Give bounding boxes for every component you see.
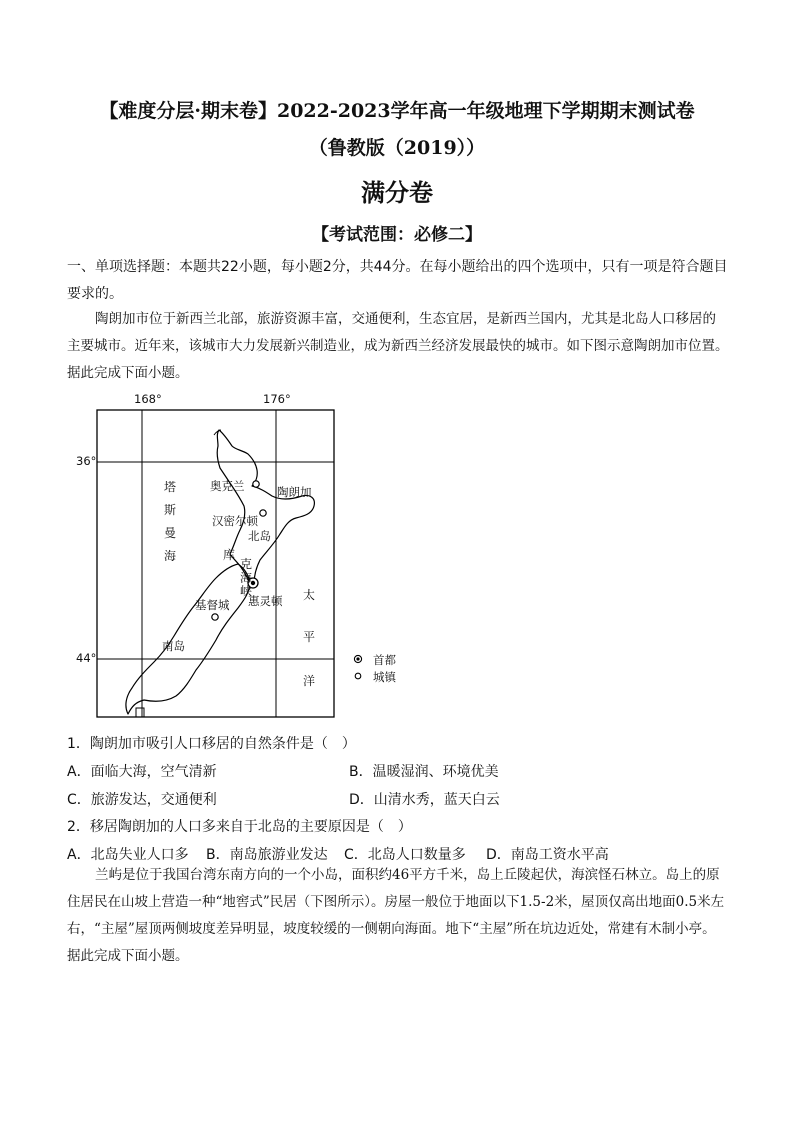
exam-scope: 【考试范围：必修二】 [312,225,482,245]
question-1-stem: 1．陶朗加市吸引人口移居的自然条件是（ ） [67,736,356,752]
north-island-label: 北岛 [248,529,271,543]
cook-strait-char: 库 [223,548,236,562]
legend-town-label: 城镇 [373,670,396,684]
christchurch-label: 基督城 [195,598,230,612]
lat-label-36: 36° [76,454,97,468]
hamilton-label: 汉密尔顿 [212,514,258,528]
question-2-option-d: D．南岛工资水平高 [486,847,609,863]
pacific-char: 平 [303,630,316,644]
legend-capital-label: 首都 [373,653,396,667]
tasman-sea-char: 曼 [164,526,177,540]
south-island-label: 南岛 [162,639,185,653]
exam-edition: （鲁教版（2019）） [308,137,486,159]
auckland-marker [253,481,259,487]
question-1-option-b: B．温暖湿润、环境优美 [349,764,499,780]
passage-tauranga: 陶朗加市位于新西兰北部，旅游资源丰富，交通便利，生态宜居，是新西兰国内，尤其是北岛人口移居的主要城市。近年来，该城市大力发展新兴制造业，成为新西兰经济发展最快的城市。如下图示意陶朗加市位置。据此完成下面小题。 [67,311,729,381]
exam-level: 满分卷 [361,178,433,207]
lon-label-168: 168° [134,392,162,406]
hamilton-marker [260,510,266,516]
cook-strait-char: 峡 [240,584,253,598]
wellington-label: 惠灵顿 [248,594,283,608]
pacific-char: 洋 [303,674,316,688]
passage-lanyu: 兰屿是位于我国台湾东南方向的一个小岛，面积约46平方千米，岛上丘陵起伏，海滨怪石林立。岛上的原住居民在山坡上营造一种“地窖式”民居（下图所示）。房屋一般位于地面以下1.5-2米，屋顶仅高出地面0.5米左右，“主屋”屋顶两侧坡度差异明显，坡度较缓的一侧朝向海面。地下“主屋”所在坑边近处，常建有木制小亭。据此完成下面小题。 [67,867,725,964]
pacific-char: 太 [303,588,316,602]
south-island-outline [126,564,253,714]
question-1-option-a: A．面临大海，空气清新 [67,764,217,780]
tasman-sea-char: 塔 [164,480,177,494]
tasman-sea-char: 斯 [164,503,177,517]
question-2-option-a: A．北岛失业人口多 [67,847,189,863]
lon-label-176: 176° [263,392,291,406]
question-2-stem: 2．移居陶朗加的人口多来自于北岛的主要原因是（ ） [67,819,412,835]
tauranga-label: 陶朗加 [277,485,312,499]
christchurch-marker [212,614,218,620]
lat-label-44: 44° [76,651,97,665]
question-1-option-d: D．山清水秀，蓝天白云 [349,792,500,808]
cook-strait-char: 克 [240,557,253,571]
auckland-label: 奥克兰 [210,479,245,493]
exam-title: 【难度分层·期末卷】2022-2023学年高一年级地理下学期期末测试卷 [99,100,695,122]
tasman-sea-char: 海 [164,549,177,563]
section-instructions: 一、单项选择题：本题共22小题，每小题2分，共44分。在每小题给出的四个选项中，只有一项是符合题目要求的。 [67,259,728,302]
question-2-option-c: C．北岛人口数量多 [344,847,466,863]
new-zealand-map [66,388,366,724]
question-2-option-b: B．南岛旅游业发达 [206,847,328,863]
cook-strait-char: 海 [240,571,253,585]
map-frame [97,410,334,717]
legend-town-icon [355,673,361,679]
question-1-option-c: C．旅游发达，交通便利 [67,792,217,808]
